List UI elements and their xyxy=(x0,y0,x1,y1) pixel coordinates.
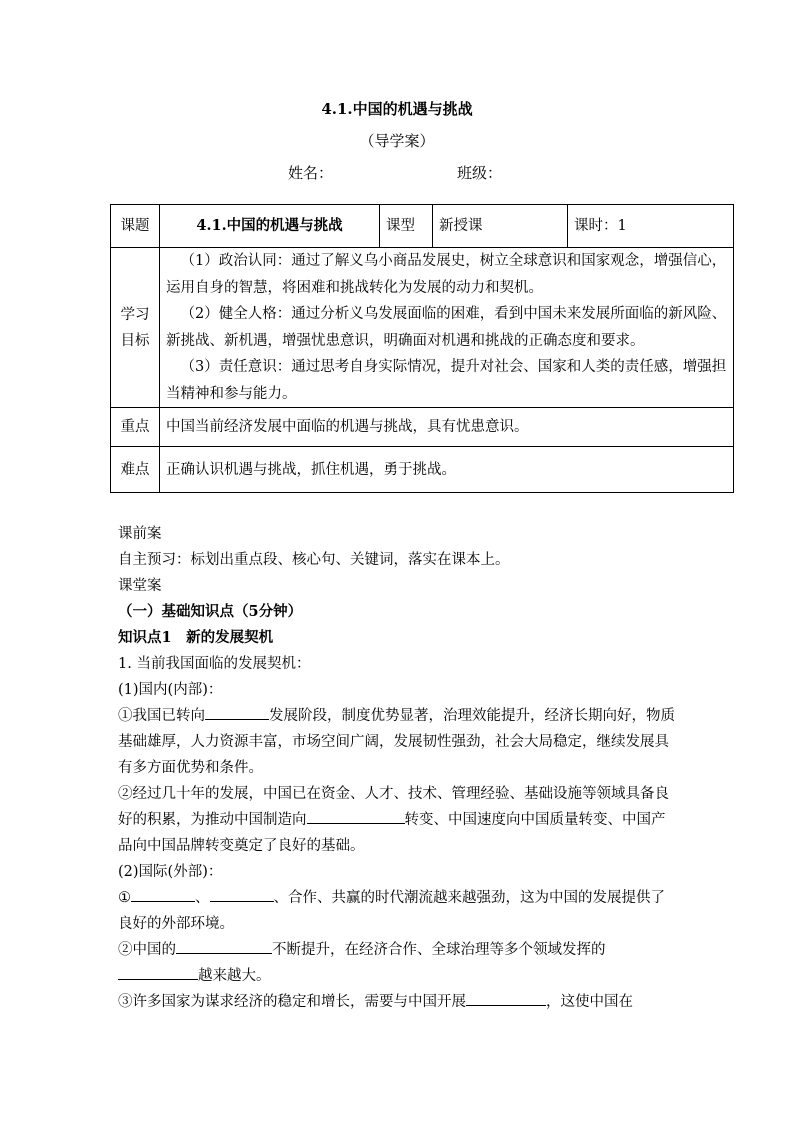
text-span: ①我国已转向 xyxy=(118,708,205,724)
goal-item: （3）责任意识：通过思考自身实际情况，提升对社会、国家和人类的责任感，增强担当精神和参与能力。 xyxy=(166,359,727,402)
key-label: 重点 xyxy=(111,408,160,447)
period-value: 课时：1 xyxy=(568,205,734,248)
text-span: ③许多国家为谋求经济的稳定和增长，需要与中国开展 xyxy=(118,994,466,1010)
pre-class-heading: 课前案 xyxy=(118,526,162,542)
section-heading: （一）基础知识点（5分钟） xyxy=(118,603,303,620)
goals-label-line2: 目标 xyxy=(120,332,150,349)
in-class-heading: 课堂案 xyxy=(118,578,162,594)
body-content xyxy=(118,521,678,1015)
table-row-difficulty xyxy=(111,447,734,493)
fill-blank[interactable] xyxy=(205,704,269,720)
goals-label-line1: 学习 xyxy=(120,306,150,323)
goal-item: （2）健全人格：通过分析义乌发展面临的困难，看到中国未来发展所面临的新风险、新挑战、新机遇，增强忧患意识，明确面对机遇和挑战的正确态度和要求。 xyxy=(166,306,727,349)
topic-label: 课题 xyxy=(111,205,160,248)
fill-blank[interactable] xyxy=(176,938,272,954)
question-text: 1. 当前我国面临的发展契机： xyxy=(118,656,311,672)
fill-blank[interactable] xyxy=(210,886,274,902)
page-title: 4.1.中国的机遇与挑战 xyxy=(321,100,473,118)
difficulty-label: 难点 xyxy=(111,447,160,493)
international-item-3 xyxy=(118,989,678,1015)
page-subtitle: （导学案） xyxy=(359,132,435,150)
international-heading: (2)国际(外部)： xyxy=(118,864,223,880)
text-span: 不断提升，在经济合作、全球治理等多个领域发挥的 xyxy=(272,942,606,958)
domestic-item-1 xyxy=(118,703,678,781)
international-item-1 xyxy=(118,885,678,937)
fill-blank[interactable] xyxy=(466,990,546,1006)
table-row-key xyxy=(111,408,734,447)
text-span: ②经过几十年的发展，中国已在资金、人才、技术、管理经验、基础设施等领域具备良好的积累，为推动中国制造向 xyxy=(118,786,669,828)
type-label: 课型 xyxy=(380,205,433,248)
fill-blank[interactable] xyxy=(131,886,195,902)
name-label: 姓名： xyxy=(288,164,334,182)
goals-label xyxy=(111,248,160,408)
text-span: 越来越大。 xyxy=(198,968,271,984)
domestic-item-2 xyxy=(118,781,678,859)
table-row-topic xyxy=(111,205,734,248)
knowledge-point-heading: 知识点1 新的发展契机 xyxy=(118,629,274,646)
difficulty-value: 正确认识机遇与挑战，抓住机遇，勇于挑战。 xyxy=(160,447,734,493)
international-item-2 xyxy=(118,937,678,989)
text-span: 、 xyxy=(195,890,210,906)
text-span: ②中国的 xyxy=(118,942,176,958)
text-span: 转变、中国速度向中国质量转变、中国产品向中国品牌转变奠定了良好的基础。 xyxy=(118,812,666,854)
text-span: ，这使中国在 xyxy=(546,994,633,1010)
table-row-goals xyxy=(111,248,734,408)
fill-blank[interactable] xyxy=(118,964,198,980)
lesson-info-table xyxy=(110,204,734,493)
domestic-heading: (1)国内(内部)： xyxy=(118,682,223,698)
text-span: 发展阶段，制度优势显著，治理效能提升，经济长期向好，物质基础雄厚，人力资源丰富，市场空间广阔，发展韧性强劲，社会大局稳定，继续发展具有多方面优势和条件。 xyxy=(118,708,675,776)
text-span: ① xyxy=(118,890,131,906)
self-study-text: 自主预习：标划出重点段、核心句、关键词，落实在课本上。 xyxy=(118,552,510,568)
type-value: 新授课 xyxy=(433,205,568,248)
text-span: 、合作、共赢的时代潮流越来越强劲，这为中国的发展提供了良好的外部环境。 xyxy=(118,890,665,932)
goal-item: （1）政治认同：通过了解义乌小商品发展史，树立全球意识和国家观念，增强信心，运用自身的智慧，将困难和挑战转化为发展的动力和契机。 xyxy=(166,253,727,296)
fill-blank[interactable] xyxy=(307,808,405,824)
topic-value: 4.1.中国的机遇与挑战 xyxy=(160,205,380,248)
goals-cell xyxy=(160,248,734,408)
key-value: 中国当前经济发展中面临的机遇与挑战，具有忧患意识。 xyxy=(160,408,734,447)
class-label: 班级： xyxy=(457,164,503,182)
